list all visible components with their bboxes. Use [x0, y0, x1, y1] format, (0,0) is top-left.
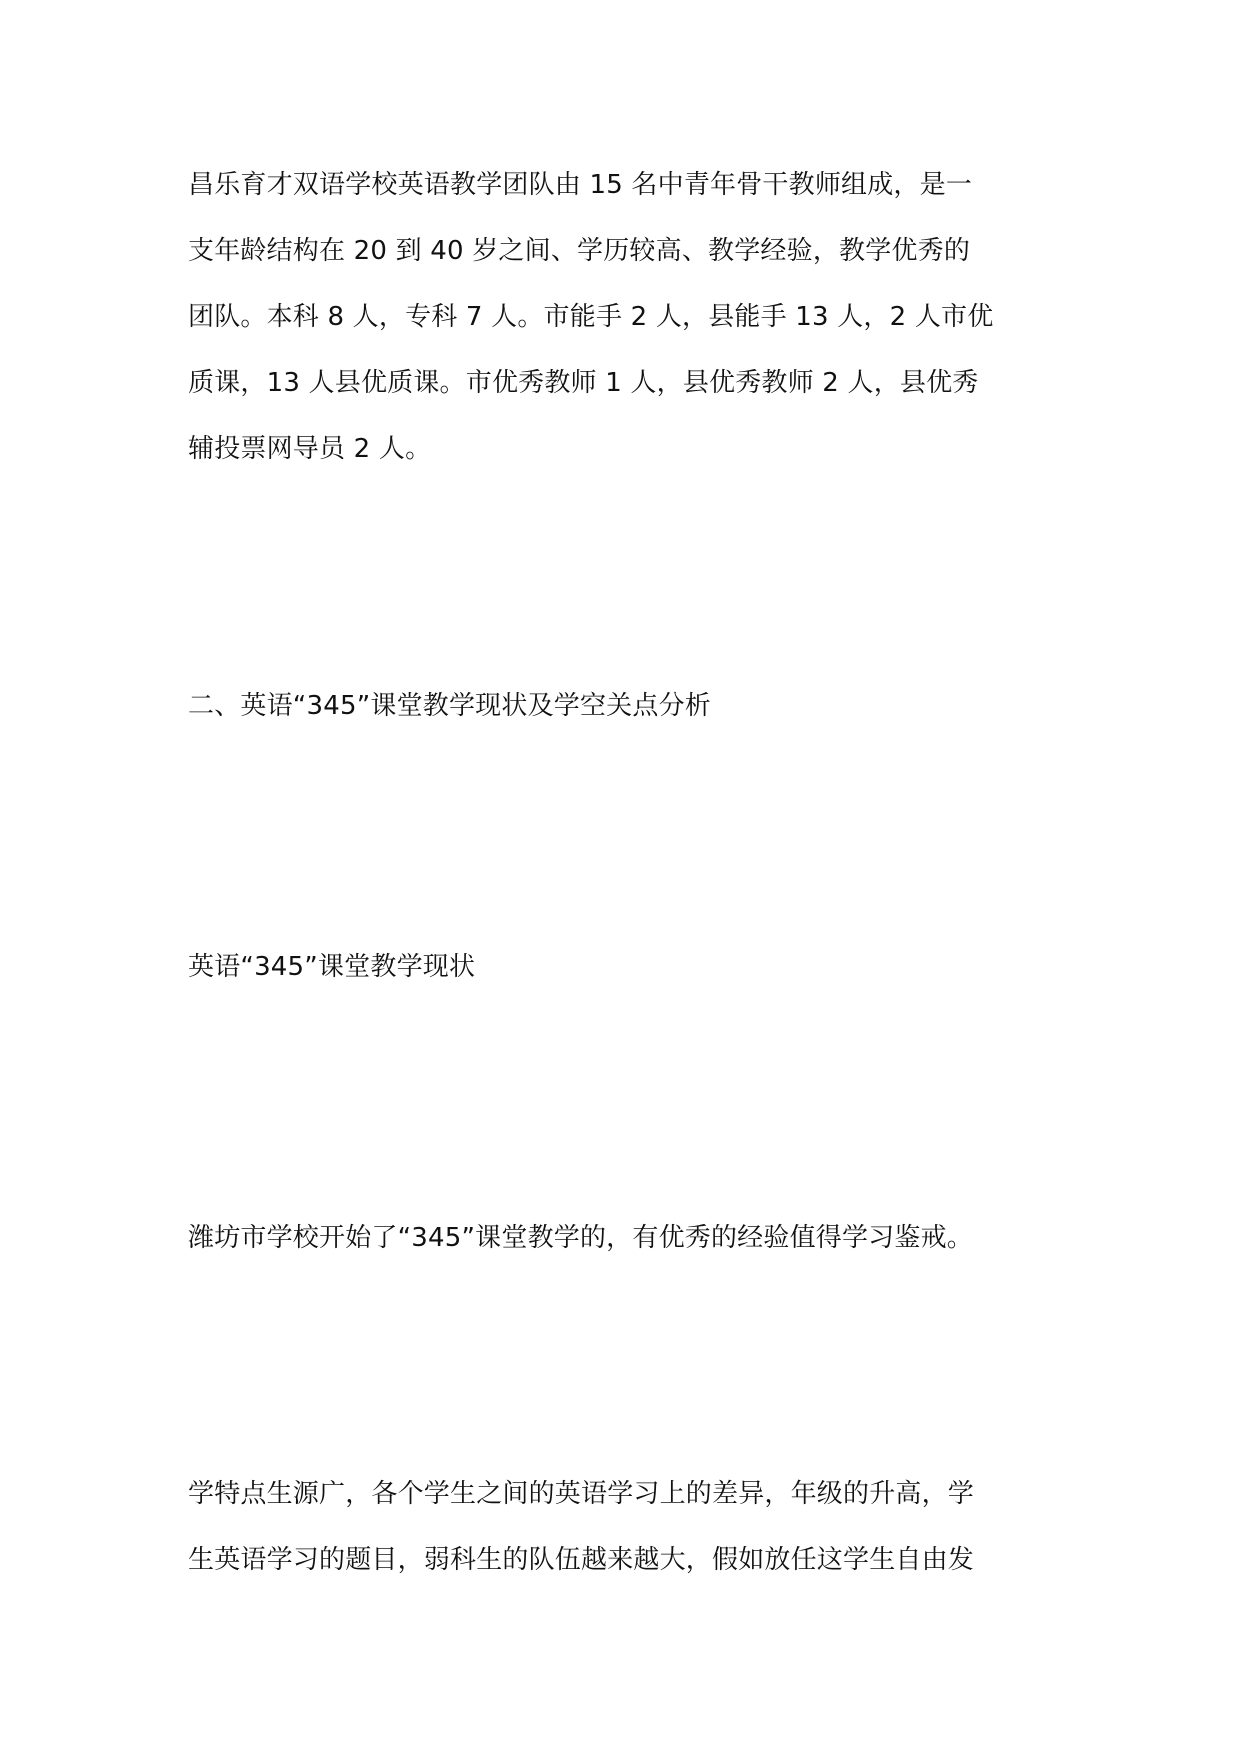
paragraph-line: 团队。本科 8 人，专科 7 人。市能手 2 人，县能手 13 人，2 人市优: [188, 302, 994, 332]
paragraph-line: 昌乐育才双语学校英语教学团队由 15 名中青年骨干教师组成，是一: [188, 170, 973, 200]
weifang-paragraph: [188, 1205, 1060, 1271]
paragraph-line: 潍坊市学校开始了“345”课堂教学的，有优秀的经验值得学习鉴戒。: [188, 1223, 973, 1253]
paragraph-line: 生英语学习的题目，弱科生的队伍越来越大，假如放任这学生自由发: [188, 1545, 975, 1575]
paragraph-line: 学特点生源广，各个学生之间的英语学习上的差异，年级的升高，学: [188, 1479, 975, 1509]
intro-paragraph: [188, 152, 1060, 482]
features-paragraph: [188, 1461, 1060, 1593]
sub-heading-text: 英语“345”课堂教学现状: [188, 952, 476, 982]
paragraph-line: 支年龄结构在 20 到 40 岁之间、学历较高、教学经验，教学优秀的: [188, 236, 971, 266]
sub-heading: [188, 934, 1060, 1000]
paragraph-line: 辅投票网导员 2 人。: [188, 434, 432, 464]
paragraph-line: 质课，13 人县优质课。市优秀教师 1 人，县优秀教师 2 人，县优秀: [188, 368, 979, 398]
section-heading-text: 二、英语“345”课堂教学现状及学空关点分析: [188, 691, 711, 721]
section-heading: [188, 673, 1060, 739]
